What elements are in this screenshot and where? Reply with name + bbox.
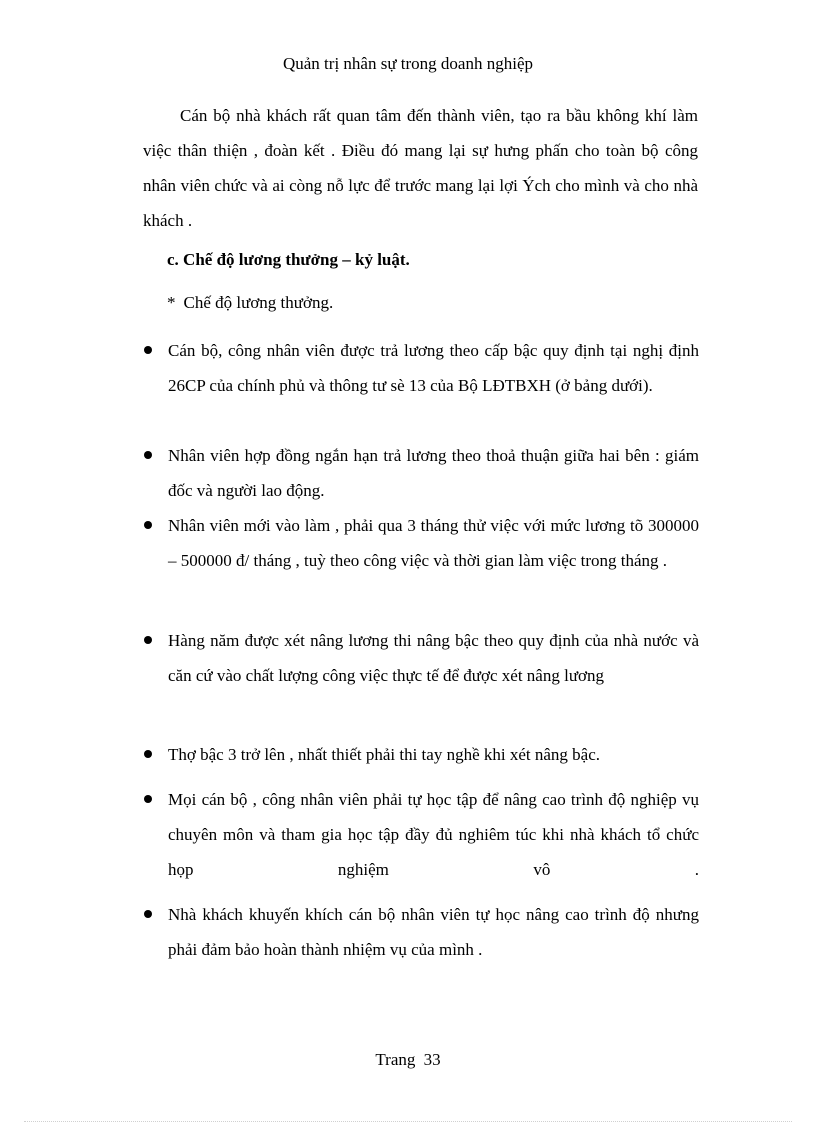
list-item: [144, 782, 699, 887]
bullet-icon: [144, 623, 168, 658]
section-heading: c. Chế độ lương thưởng – kỷ luật.: [167, 250, 410, 269]
list-item: [144, 737, 699, 772]
list-item-text: Cán bộ, công nhân viên được trả lương theo cấp bậc quy định tại nghị định 26CP của chính phủ và thông tư sè 13 của Bộ LĐTBXH (ở bảng dưới).: [168, 341, 699, 395]
sub-heading-text: Chế độ lương thưởng.: [183, 293, 334, 312]
list-item-text: Thợ bậc 3 trở lên , nhất thiết phải thi tay nghề khi xét nâng bậc.: [168, 745, 600, 764]
bottom-divider: [24, 1121, 792, 1122]
list-item-text: Nhân viên mới vào làm , phải qua 3 tháng thử việc với mức lương tõ 300000 – 500000 đ/ tháng , tuỳ theo công việc và thời gian làm việc trong tháng .: [168, 516, 699, 570]
page-number: Trang 33: [375, 1050, 441, 1069]
sub-heading-marker: *: [167, 293, 176, 312]
intro-paragraph: Cán bộ nhà khách rất quan tâm đến thành viên, tạo ra bầu không khí làm việc thân thiện , đoàn kết . Điều đó mang lại sự hưng phấn cho toàn bộ công nhân viên chức và ai còng nỗ lực để trước mang lại lợi Ých cho mình và cho nhà khách .: [143, 106, 698, 230]
list-item-text: Hàng năm được xét nâng lương thi nâng bậc theo quy định của nhà nước và căn cứ vào chất lượng công việc thực tế để được xét nâng lương: [168, 631, 699, 685]
page-header-title: Quản trị nhân sự trong doanh nghiệp: [282, 54, 533, 73]
bullet-icon: [144, 897, 168, 932]
bullet-icon: [144, 508, 168, 543]
bullet-icon: [144, 438, 168, 473]
bullet-icon: [144, 333, 168, 368]
list-item: [144, 438, 699, 508]
list-item: [144, 897, 699, 967]
list-item: [144, 508, 699, 578]
bullet-icon: [144, 737, 168, 772]
list-item-text: Nhân viên hợp đồng ngắn hạn trả lương theo thoả thuận giữa hai bên : giám đốc và người lao động.: [168, 446, 699, 500]
bullet-icon: [144, 782, 168, 817]
list-item: [144, 623, 699, 693]
list-item-text: Nhà khách khuyến khích cán bộ nhân viên tự học nâng cao trình độ nhưng phải đảm bảo hoàn thành nhiệm vụ của mình .: [168, 905, 699, 959]
list-item-text: Mọi cán bộ , công nhân viên phải tự học tập để nâng cao trình độ nghiệp vụ chuyên môn và tham gia học tập đầy đủ nghiêm túc khi nhà khách tổ chức họp nghiệm vô .: [168, 790, 699, 879]
sub-heading: [167, 289, 333, 317]
list-item: [144, 333, 699, 403]
